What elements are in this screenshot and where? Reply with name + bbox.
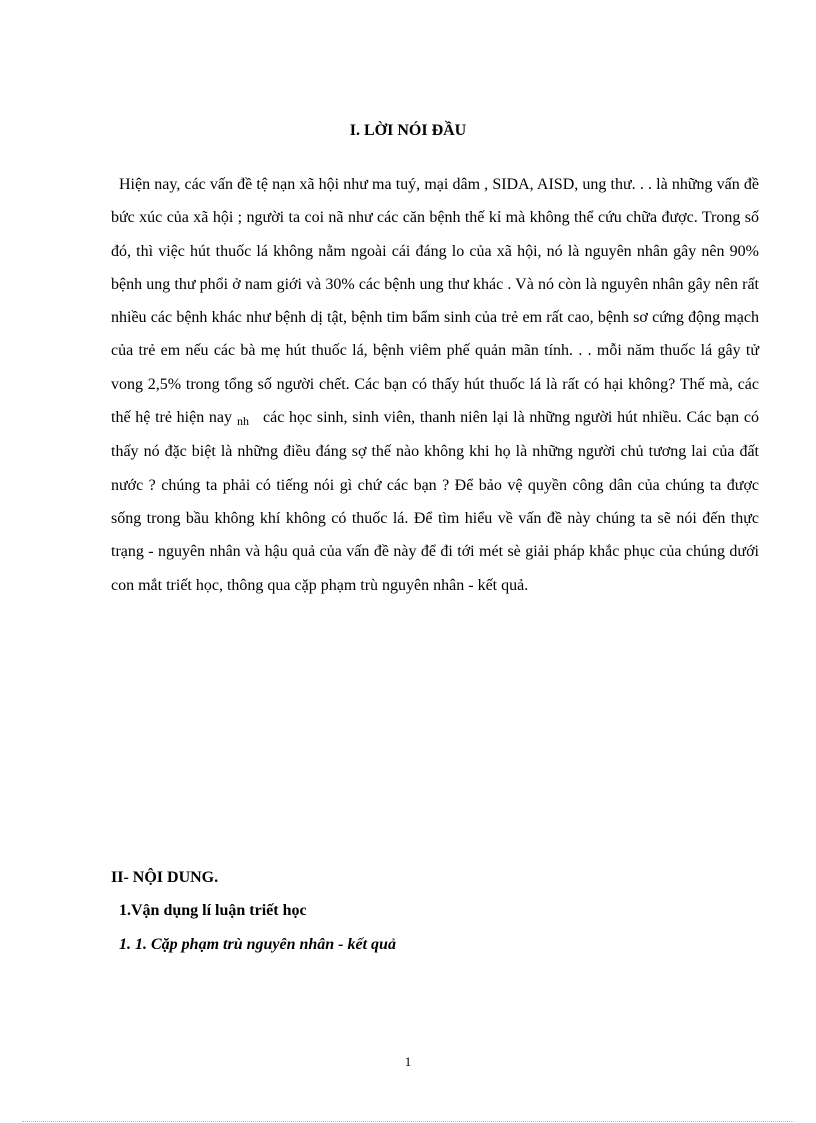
- intro-text-part2: các học sinh, sinh viên, thanh niên lại là những người hút nhiều. Các bạn có thấy nó đặc biệt là những điều đáng sợ thế nào không khi họ là những người chủ tương lai của đất nước ? chúng ta phải có tiếng nói gì chứ các bạn ? Để bảo vệ quyền công dân của chúng ta được sống trong bầu không khí không có thuốc lá. Để tìm hiểu về vấn đề này chúng ta sẽ nói đến thực trạng - nguyên nhân và hậu quả của vấn đề này để đi tới mét sè giải pháp khắc phục của chúng dưới con mắt triết học, thông qua cặp phạm trù nguyên nhân - kết quả.: [111, 409, 760, 594]
- page-number: 1: [404, 1054, 412, 1069]
- intro-text-part1: Hiện nay, các vấn đề tệ nạn xã hội như ma tuý, mại dâm , SIDA, AISD, ung thư. . . là những vấn đề bức xúc của xã hội ; người ta coi nã như các căn bệnh thế kỉ mà không thể cứu chữa được. Trong số đó, thì việc hút thuốc lá không nằm ngoài cái đáng lo của xã hội, nó là nguyên nhân gây nên 90% bệnh ung thư phổi ở nam giới và 30% các bệnh ung thư khác . Và nó còn là nguyên nhân gây nên rất nhiều các bệnh khác như bệnh dị tật, bệnh tim bẩm sinh của trẻ em rất cao, bệnh sơ cứng động mạch của trẻ em nếu các bà mẹ hút thuốc lá, bệnh viêm phế quản mãn tính. . . mỗi năm thuốc lá gây tử vong 2,5% trong tổng số người chết. Các bạn có thấy hút thuốc lá là rất có hại không? Thế mà, các thế hệ trẻ hiện nay: [111, 176, 759, 427]
- page-bottom-border: [22, 1121, 794, 1122]
- subsection-heading-1-1: 1. 1. Cặp phạm trù nguyên nhân - kết quả: [119, 936, 396, 953]
- intro-paragraph: [111, 168, 759, 602]
- subsection-heading-1: 1.Vận dụng lí luận triết học: [119, 902, 307, 919]
- page-title: I. LỜI NÓI ĐẦU: [349, 122, 467, 139]
- intro-inline-small-text: nh: [237, 414, 250, 429]
- section-heading-content: II- NỘI DUNG.: [111, 869, 219, 886]
